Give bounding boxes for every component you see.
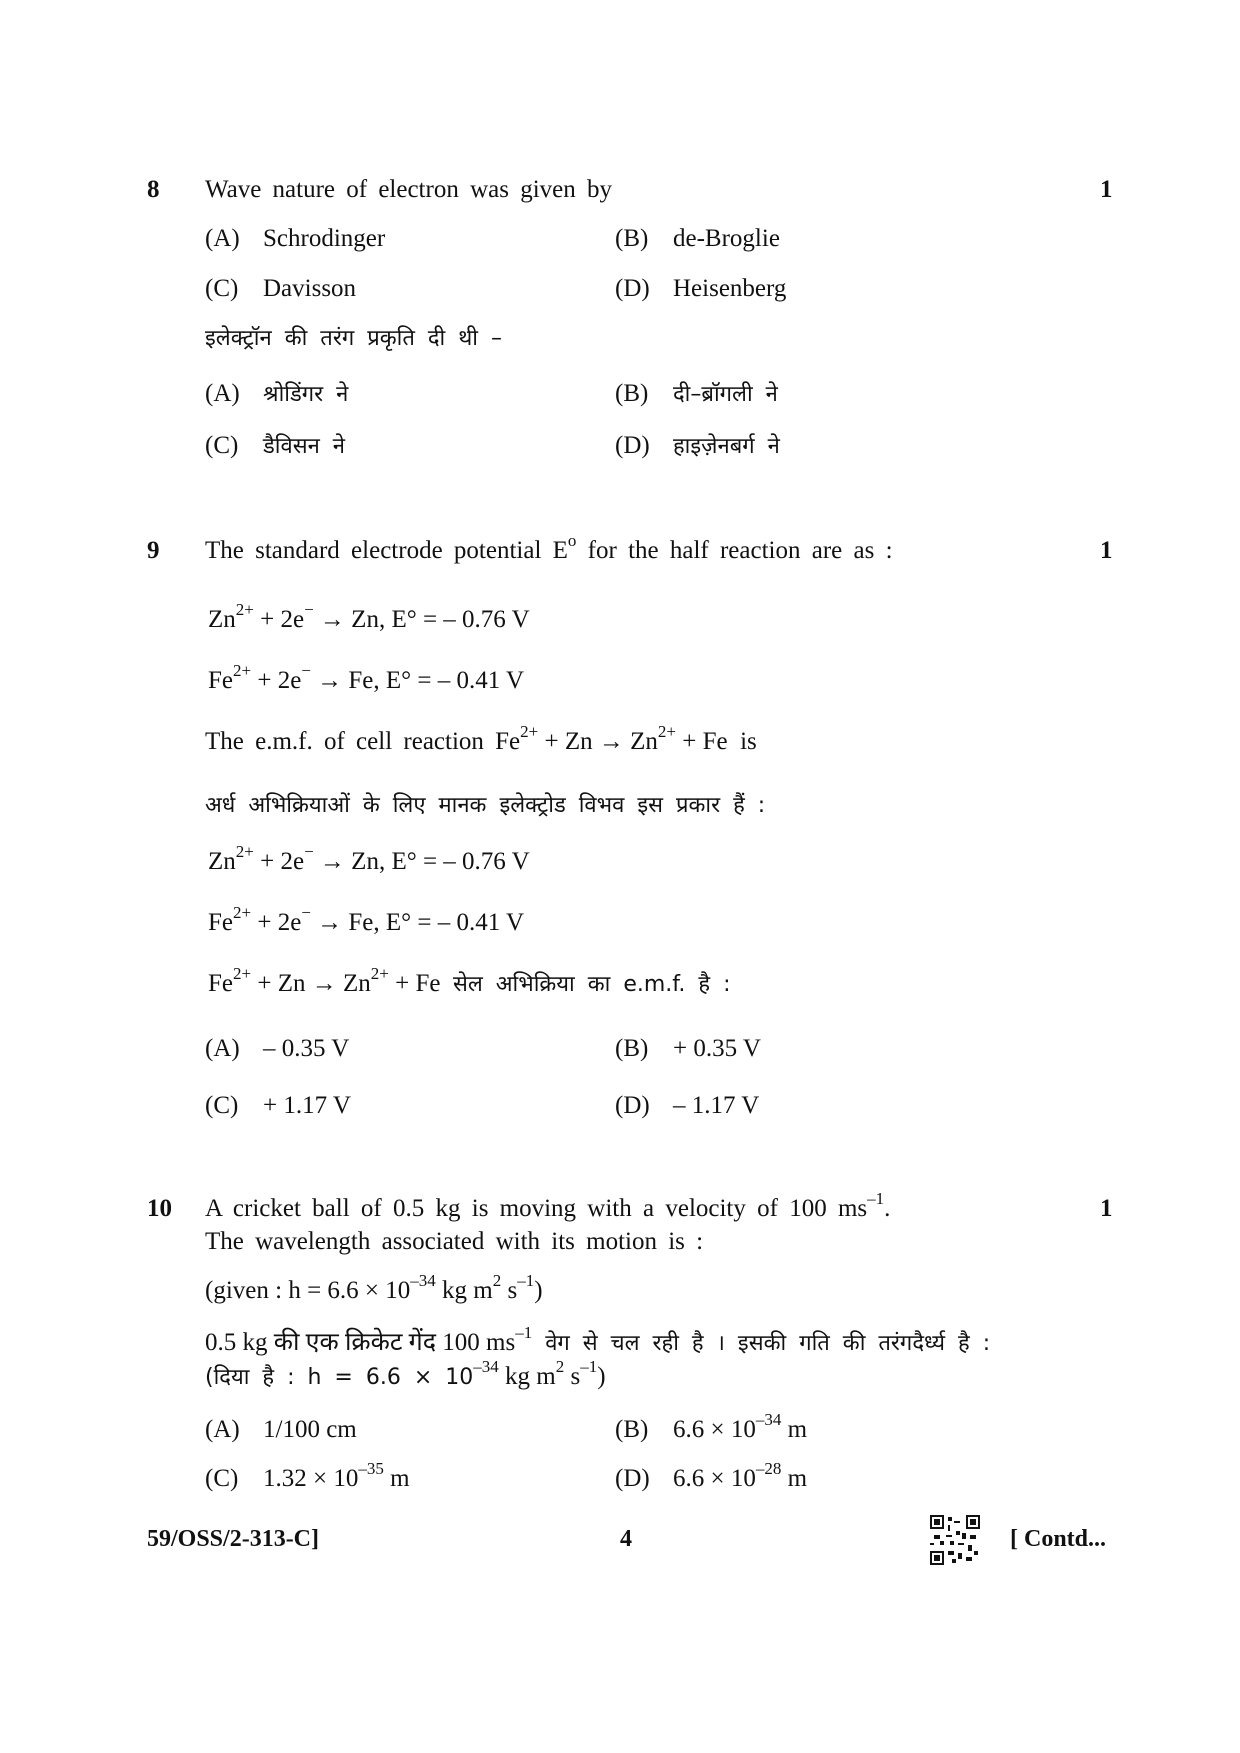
paper-code: 59/OSS/2-313-C] [147,1526,320,1552]
q8-option-d-hi: (D) हाइज़ेनबर्ग ने [615,432,780,459]
q9-zn-reaction-hi: $Zn^{2+} + 2e^- \to Zn$, E° = – 0.76 V [208,841,530,875]
q9-option-d: (D) – 1.17 V [615,1092,760,1119]
qr-code-icon [930,1515,980,1565]
q10-number: 10 [147,1195,172,1222]
q10-given-en: (given : $h = 6.6 \times 10^{-34}$ kg $m^2$ $s^{-1}$) [205,1270,543,1304]
q9-marks: 1 [1100,537,1113,564]
q10-marks: 1 [1100,1195,1113,1222]
q9-zn-reaction-en: $Zn^{2+} + 2e^- \to Zn$, E° = – 0.76 V [208,599,530,633]
q10-line1: A cricket ball of 0.5 kg is moving with a velocity of 100 $ms^{-1}$. [205,1188,891,1222]
q8-option-b-hi: (B) दी–ब्रॉगली ने [615,380,778,407]
q8-option-a-en: (A) Schrodinger [205,225,386,252]
q9-option-a: (A) – 0.35 V [205,1035,350,1062]
q10-option-c: (C) $1.32 \times 10^{-35}$ m [205,1458,410,1492]
q10-option-a: (A) 1/100 cm [205,1416,357,1443]
q9-question-en: The standard electrode potential $E^o$ for the half reaction are as : [205,530,893,564]
q10-option-d: (D) $6.6 \times 10^{-28}$ m [615,1458,808,1492]
q10-line2: The wavelength associated with its motion is : [205,1228,704,1255]
q9-question-hi: अर्ध अभिक्रियाओं के लिए मानक इलेक्ट्रोड विभव इस प्रकार हैं : [205,793,766,818]
q9-emf-question-hi: $Fe^{2+} + Zn \to Zn^{2+} + Fe$ सेल अभिक्रिया का e.m.f. है : [208,963,731,997]
q9-number: 9 [147,537,160,564]
q8-option-c-en: (C) Davisson [205,275,357,302]
q8-question-hi: इलेक्ट्रॉन की तरंग प्रकृति दी थी – [205,326,502,351]
q10-question-hi: 0.5 kg की एक क्रिकेट गेंद 100 $ms^{-1}$ वेग से चल रही है । इसकी गति की तरंगदैर्ध्य है : [205,1322,991,1356]
q8-question-en: Wave nature of electron was given by [205,176,613,203]
q8-option-c-hi: (C) डैविसन ने [205,432,345,459]
q8-option-b-en: (B) de-Broglie [615,225,780,252]
continued-label: [ Contd... [1010,1526,1107,1552]
q8-option-a-hi: (A) श्रोडिंगर ने [205,380,349,407]
q10-option-b: (B) $6.6 \times 10^{-34}$ m [615,1409,808,1443]
q9-emf-question-en: The e.m.f. of cell reaction $Fe^{2+} + Zn \to Zn^{2+} + Fe$ is [205,721,757,755]
page-number: 4 [620,1526,632,1552]
q8-marks: 1 [1100,176,1113,203]
q10-given-hi: (दिया है : $h = 6.6 \times 10^{-34}$ kg $m^2$ $s^{-1}$) [205,1356,606,1390]
q8-number: 8 [147,176,160,203]
q8-option-d-en: (D) Heisenberg [615,275,787,302]
q9-option-c: (C) + 1.17 V [205,1092,351,1119]
q9-fe-reaction-hi: $Fe^{2+} + 2e^- \to Fe$, E° = – 0.41 V [208,902,525,936]
q9-fe-reaction-en: $Fe^{2+} + 2e^- \to Fe$, E° = – 0.41 V [208,660,525,694]
q9-option-b: (B) + 0.35 V [615,1035,761,1062]
